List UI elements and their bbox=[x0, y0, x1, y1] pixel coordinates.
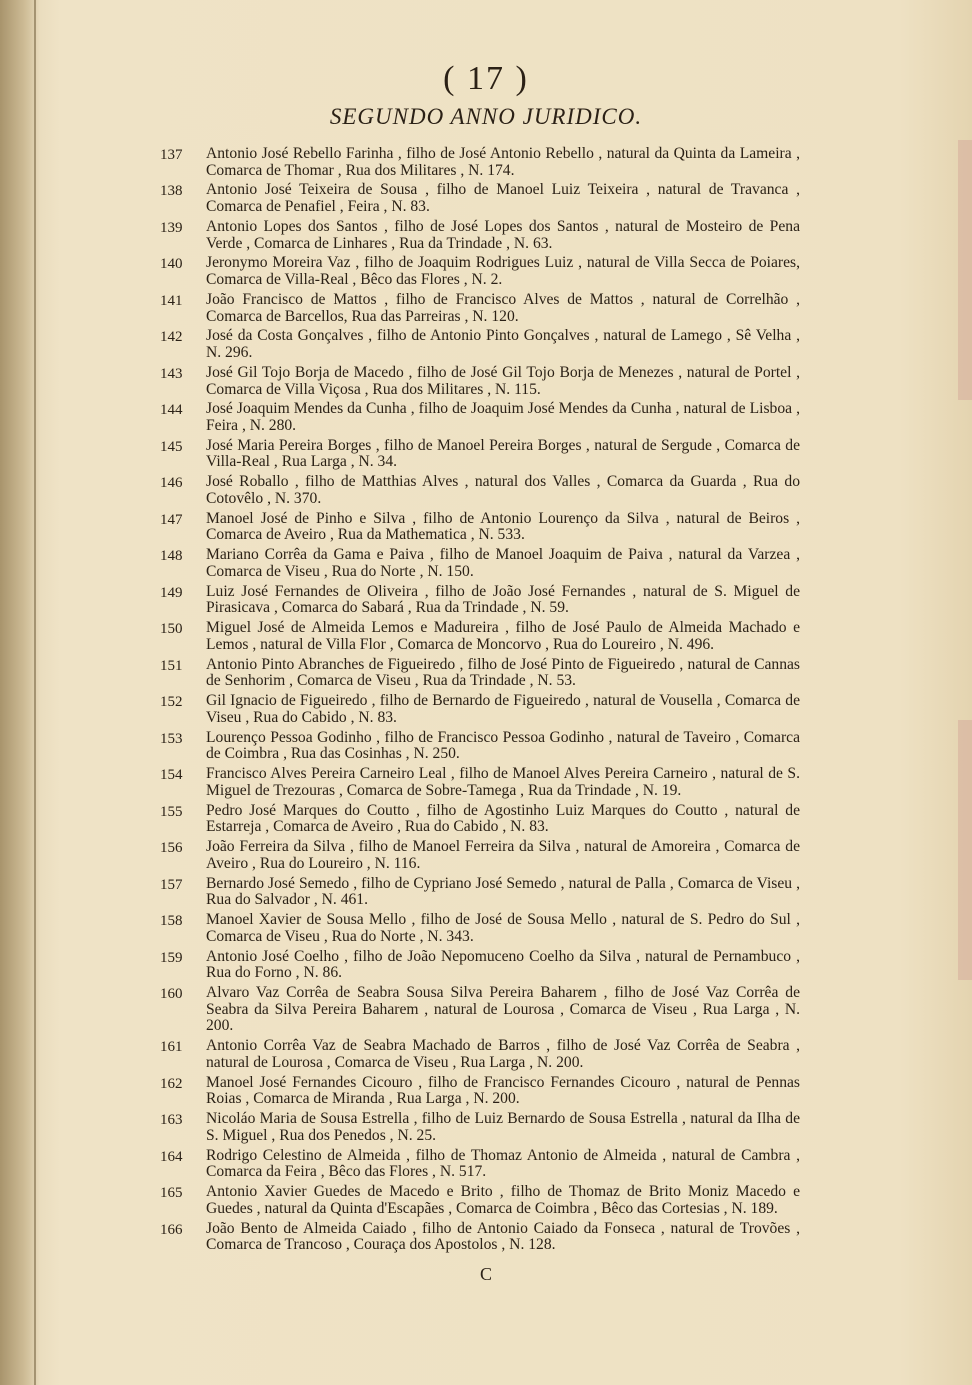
entry-number: 157 bbox=[160, 876, 183, 893]
entry-number: 156 bbox=[160, 840, 183, 857]
entry-text: Pedro José Marques do Coutto , filho de Agostinho Luiz Marques do Coutto , natural de Estarreja , Comarca de Aveiro , Rua do Cabido , N. 83. bbox=[206, 801, 800, 836]
entry-text: Manoel José Fernandes Cicouro , filho de Francisco Fernandes Cicouro , natural de Pennas Roias , Comarca de Miranda , Rua Larga , N. 200. bbox=[206, 1073, 800, 1108]
entry-text: Manoel José de Pinho e Silva , filho de Antonio Lourenço da Silva , natural de Beiros , Comarca de Aveiro , Rua da Mathematica , N. 533. bbox=[206, 509, 800, 544]
list-item bbox=[160, 839, 800, 872]
list-item bbox=[160, 1148, 800, 1181]
list-item bbox=[160, 985, 800, 1035]
entry-number: 160 bbox=[160, 986, 183, 1003]
student-list bbox=[160, 146, 800, 1257]
entry-number: 165 bbox=[160, 1185, 183, 1202]
entry-number: 163 bbox=[160, 1112, 183, 1129]
entry-text: Antonio Corrêa Vaz de Seabra Machado de Barros , filho de José Vaz Corrêa de Seabra , natural de Lourosa , Comarca de Viseu , Rua Larga , N. 200. bbox=[206, 1037, 800, 1071]
entry-number: 161 bbox=[160, 1039, 183, 1056]
entry-number: 151 bbox=[160, 657, 183, 674]
list-item bbox=[160, 1111, 800, 1144]
entry-number: 166 bbox=[160, 1221, 183, 1238]
entry-text: Jeronymo Moreira Vaz , filho de Joaquim Rodrigues Luiz , natural de Villa Secca de Poiares, Comarca de Villa-Real , Bêco das Flores , N. 2. bbox=[206, 254, 800, 289]
margin-stain bbox=[958, 140, 972, 400]
entry-number: 140 bbox=[160, 256, 183, 273]
list-item bbox=[160, 401, 800, 434]
list-item bbox=[160, 255, 800, 288]
list-item bbox=[160, 328, 800, 361]
entry-text: Miguel José de Almeida Lemos e Madureira , filho de José Paulo de Almeida Machado e Lemos , natural de Villa Flor , Comarca de Moncorvo , Rua do Loureiro , N. 496. bbox=[206, 619, 800, 653]
entry-number: 142 bbox=[160, 329, 183, 346]
entry-text: José Joaquim Mendes da Cunha , filho de Joaquim José Mendes da Cunha , natural de Lisboa , Feira , N. 280. bbox=[206, 400, 800, 434]
list-item bbox=[160, 876, 800, 909]
entry-text: Antonio José Teixeira de Sousa , filho de Manoel Luiz Teixeira , natural de Travanca , Comarca de Penafiel , Feira , N. 83. bbox=[206, 181, 800, 216]
entry-number: 153 bbox=[160, 730, 183, 747]
list-item bbox=[160, 949, 800, 982]
entry-number: 158 bbox=[160, 913, 183, 930]
entry-text: Francisco Alves Pereira Carneiro Leal , filho de Manoel Alves Pereira Carneiro , natural de S. Miguel de Trezouras , Comarca de Sobre-Tamega , Rua da Trindade , N. 19. bbox=[206, 765, 800, 799]
entry-number: 144 bbox=[160, 402, 183, 419]
entry-text: José Maria Pereira Borges , filho de Manoel Pereira Borges , natural de Sergude , Comarca de Villa-Real , Rua Larga , N. 34. bbox=[206, 436, 800, 471]
list-item bbox=[160, 547, 800, 580]
entry-number: 147 bbox=[160, 511, 183, 528]
entry-number: 150 bbox=[160, 621, 183, 638]
list-item bbox=[160, 766, 800, 799]
list-item bbox=[160, 292, 800, 325]
list-item bbox=[160, 511, 800, 544]
entry-number: 143 bbox=[160, 365, 183, 382]
margin-stain bbox=[958, 720, 972, 980]
entry-number: 154 bbox=[160, 767, 183, 784]
list-item bbox=[160, 219, 800, 252]
list-item bbox=[160, 146, 800, 179]
entry-number: 137 bbox=[160, 147, 183, 163]
list-item bbox=[160, 365, 800, 398]
entry-text: Gil Ignacio de Figueiredo , filho de Bernardo de Figueiredo , natural de Vousella , Comarca de Viseu , Rua do Cabido , N. 83. bbox=[206, 692, 800, 726]
list-item bbox=[160, 803, 800, 836]
entry-text: Manoel Xavier de Sousa Mello , filho de José de Sousa Mello , natural de S. Pedro do Sul , Comarca de Viseu , Rua do Norte , N. 343. bbox=[206, 911, 800, 945]
entry-number: 152 bbox=[160, 694, 183, 711]
signature-mark: C bbox=[479, 1264, 492, 1284]
entry-text: Alvaro Vaz Corrêa de Seabra Sousa Silva Pereira Baharem , filho de José Vaz Corrêa de Seabra da Silva Pereira Baharem , natural de Lourosa , Comarca de Viseu , Rua Larga , N. 200. bbox=[206, 984, 800, 1035]
entry-text: Nicoláo Maria de Sousa Estrella , filho de Luiz Bernardo de Sousa Estrella , natural da Ilha de S. Miguel , Rua dos Penedos , N. 25. bbox=[206, 1110, 800, 1144]
list-item bbox=[160, 1184, 800, 1217]
entry-number: 148 bbox=[160, 548, 183, 565]
list-item bbox=[160, 657, 800, 690]
entry-text: João Francisco de Mattos , filho de Francisco Alves de Mattos , natural de Correlhão , Comarca de Barcellos, Rua das Parreiras , N. 120. bbox=[206, 290, 800, 325]
entry-text: Antonio Pinto Abranches de Figueiredo , filho de José Pinto de Figueiredo , natural de Cannas de Senhorim , Comarca de Viseu , Rua da Trindade , N. 53. bbox=[206, 655, 800, 690]
entry-number: 164 bbox=[160, 1148, 183, 1165]
entry-text: Antonio Xavier Guedes de Macedo e Brito , filho de Thomaz de Brito Moniz Macedo e Guedes , natural da Quinta d'Escapães , Comarca de Coimbra , Bêco das Cortesias , N. 189. bbox=[206, 1183, 800, 1217]
entry-text: José Roballo , filho de Matthias Alves , natural dos Valles , Comarca da Guarda , Rua do Cotovêlo , N. 370. bbox=[206, 473, 800, 507]
list-item bbox=[160, 1075, 800, 1108]
entry-text: Lourenço Pessoa Godinho , filho de Francisco Pessoa Godinho , natural de Taveiro , Comarca de Coimbra , Rua das Cosinhas , N. 250. bbox=[206, 728, 800, 763]
entry-text: João Ferreira da Silva , filho de Manoel Ferreira da Silva , natural de Amoreira , Comarca de Aveiro , Rua do Loureiro , N. 116. bbox=[206, 838, 800, 872]
entry-text: Mariano Corrêa da Gama e Paiva , filho de Manoel Joaquim de Paiva , natural da Varzea , Comarca de Viseu , Rua do Norte , N. 150. bbox=[206, 546, 800, 580]
list-item bbox=[160, 438, 800, 471]
entry-number: 155 bbox=[160, 803, 183, 820]
binding-crease bbox=[34, 0, 36, 1385]
entry-text: Antonio José Rebello Farinha , filho de José Antonio Rebello , natural da Quinta da Lameira , Comarca de Thomar , Rua dos Militares , N. 174. bbox=[206, 145, 800, 179]
list-item bbox=[160, 730, 800, 763]
entry-text: Bernardo José Semedo , filho de Cypriano José Semedo , natural de Palla , Comarca de Viseu , Rua do Salvador , N. 461. bbox=[206, 874, 800, 909]
entry-number: 139 bbox=[160, 219, 183, 236]
list-item bbox=[160, 912, 800, 945]
list-item bbox=[160, 620, 800, 653]
list-item bbox=[160, 1221, 800, 1254]
list-item bbox=[160, 474, 800, 507]
entry-text: José da Costa Gonçalves , filho de Antonio Pinto Gonçalves , natural de Lamego , Sê Velha , N. 296. bbox=[206, 327, 800, 362]
entry-text: Antonio Lopes dos Santos , filho de José Lopes dos Santos , natural de Mosteiro de Pena Verde , Comarca de Linhares , Rua da Trindade , N. 63. bbox=[206, 217, 800, 252]
entry-number: 159 bbox=[160, 949, 183, 966]
entry-text: Rodrigo Celestino de Almeida , filho de Thomaz Antonio de Almeida , natural de Cambra , Comarca da Feira , Bêco das Flores , N. 517. bbox=[206, 1146, 800, 1181]
entry-text: Luiz José Fernandes de Oliveira , filho de João José Fernandes , natural de S. Miguel de Pirasicava , Comarca do Sabará , Rua da Trindade , N. 59. bbox=[206, 582, 800, 617]
entry-number: 141 bbox=[160, 292, 183, 309]
entry-number: 149 bbox=[160, 584, 183, 601]
list-item bbox=[160, 693, 800, 726]
entry-text: Antonio José Coelho , filho de João Nepomuceno Coelho da Silva , natural de Pernambuco , Rua do Forno , N. 86. bbox=[206, 947, 800, 982]
entry-text: João Bento de Almeida Caiado , filho de Antonio Caiado da Fonseca , natural de Trovões , Comarca de Trancoso , Couraça dos Apostolos , N. 128. bbox=[206, 1219, 800, 1254]
list-item bbox=[160, 584, 800, 617]
page-number: ( 17 ) bbox=[443, 60, 529, 97]
entry-text: José Gil Tojo Borja de Macedo , filho de José Gil Tojo Borja de Menezes , natural de Portel , Comarca de Villa Viçosa , Rua dos Militares , N. 115. bbox=[206, 363, 800, 398]
entry-number: 162 bbox=[160, 1075, 183, 1092]
entry-number: 138 bbox=[160, 183, 183, 200]
entry-number: 145 bbox=[160, 438, 183, 455]
list-item bbox=[160, 1038, 800, 1071]
section-title: SEGUNDO ANNO JURIDICO. bbox=[329, 104, 643, 129]
list-item bbox=[160, 182, 800, 215]
entry-number: 146 bbox=[160, 475, 183, 492]
